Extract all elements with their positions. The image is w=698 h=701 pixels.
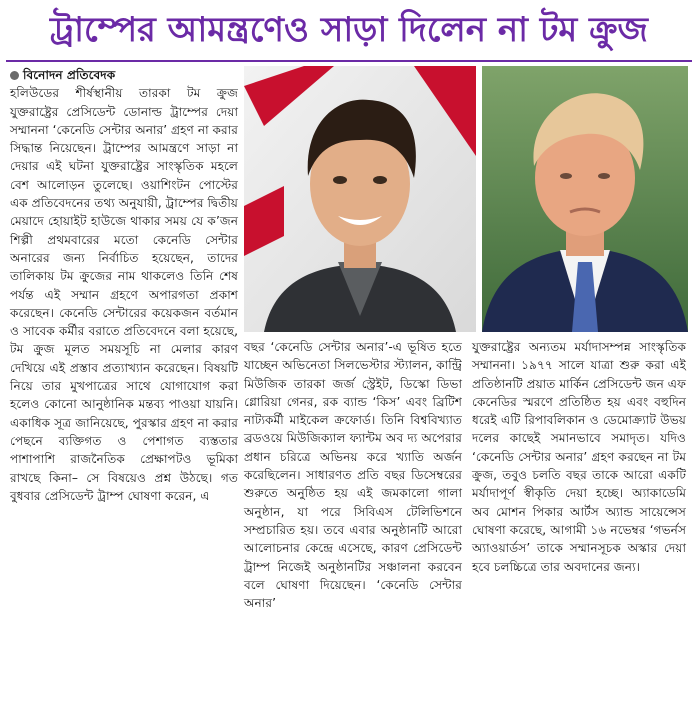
article-column-3 — [472, 338, 686, 576]
article-text-2: বছর ‘কেনেডি সেন্টার অনার’-এ ভূষিত হতে যাচ্ছেন অভিনেতা সিলভেস্টার স্ট্যালন, কান্ট্রি মিউজিক তারকা জর্জ স্ট্রেইট, ডিস্কো ডিভা গ্লোরিয়া গেনর, রক ব্যান্ড ‘কিস’ এবং ব্রিটিশ নাট্যকর্মী মাইকেল ক্রফোর্ড। তিনি বিশ্ববিখ্যাত ব্রডওয়ে মিউজিক্যাল ফ্যান্টম অব দ্য অপেরার প্রধান চরিত্রে অভিনয় করে খ্যাতি অর্জন করেছিলেন। সাধারণত প্রতি বছর ডিসেম্বরের শুরুতে অনুষ্ঠিত হয় এই জমকালো গালা অনুষ্ঠান, যা পরে সিবিএস টেলিভিশনে সম্প্রচারিত হয়। তবে এবার অনুষ্ঠানটি আরো আলোচনার কেন্দ্রে এসেছে, কারণ প্রেসিডেন্ট ট্রাম্প নিজেই অনুষ্ঠানটির সঞ্চালনা করবেন বলে ঘোষণা দিয়েছেন। ‘কেনেডি সেন্টার অনার’ — [244, 340, 462, 611]
article-text-3: যুক্তরাষ্ট্রের অন্যতম মর্যাদাসম্পন্ন সাংস্কৃতিক সম্মাননা। ১৯৭৭ সালে যাত্রা শুরু করা এই প্রতিষ্ঠানটি প্রয়াত মার্কিন প্রেসিডেন্ট জন এফ কেনেডির স্মরণে প্রতিষ্ঠিত হয় এবং বহুদিন ধরেই এটি রিপাবলিকান ও ডেমোক্র্যাট উভয় দলের কাছেই সমানভাবে সমাদৃত। যদিও ‘কেনেডি সেন্টার অনার’ গ্রহণ করছেন না টম ক্রুজ, তবুও চলতি বছর তাকে আরো একটি মর্যাদাপূর্ণ স্বীকৃতি দেয়া হচ্ছে। অ্যাকাডেমি অব মোশন পিকার আর্টস অ্যান্ড সায়েন্সেস ঘোষণা করেছে, আগামী ১৬ নভেম্বর ‘গভর্নস অ্যাওয়ার্ডস’ তাকে সম্মানসূচক অস্কার দেয়া হবে চলচ্চিত্রে তার অবদানের জন্য। — [472, 340, 686, 574]
portrait-tom-cruise-image — [244, 66, 476, 332]
portrait-trump-image — [482, 66, 688, 332]
photo-donald-trump — [482, 66, 688, 332]
article-text-1: হলিউডের শীর্ষস্থানীয় তারকা টম ক্রুজ যুক্তরাষ্ট্রের প্রেসিডেন্ট ডোনাল্ড ট্রাম্পের দেয়া সম্মাননা ‘কেনেডি সেন্টার অনার’ গ্রহণ না করার সিদ্ধান্ত নিয়েছেন। ট্রাম্পের আমন্ত্রণে সাড়া না দেয়ার এই ঘটনা যুক্তরাষ্ট্রের সাংস্কৃতিক মহলে বেশ আলোড়ন তুলেছে। ওয়াশিংটন পোস্টের এক প্রতিবেদনের তথ্য অনুযায়ী, ট্রাম্পের দ্বিতীয় মেয়াদে হোয়াইট হাউজে থাকার সময় যে ক’জন শিল্পী প্রথমবারের মতো কেনেডি সেন্টার অনারের জন্য নির্বাচিত হয়েছেন, তাদের তালিকায় টম ক্রুজের নাম থাকলেও তিনি শেষ পর্যন্ত এই সম্মান গ্রহণে অপারগতা প্রকাশ করেছেন। কেনেডি সেন্টারের কয়েকজন বর্তমান ও সাবেক কর্মীর বরাতে প্রতিবেদনে বলা হয়েছে, টম ক্রুজ মূলত সময়সূচি না মেলার কারণ দেখিয়ে এই প্রস্তাব প্রত্যাখ্যান করেছেন। বিষয়টি নিয়ে তার মুখপাত্রের সাথে যোগাযোগ করা হলেও কোনো আনুষ্ঠানিক মন্তব্য পাওয়া যায়নি। একাধিক সূত্র জানিয়েছে, পুরস্কার গ্রহণ না করার পেছনে ব্যক্তিগত ও পেশাগত ব্যস্ততার পাশাপাশি রাজনৈতিক প্রেক্ষাপটও ভূমিকা রাখছে কিনা– সে বিষয়েও প্রশ্ন উঠছে। গত বুধবার প্রেসিডেন্ট ট্রাম্প ঘোষণা করেন, এ — [10, 86, 238, 503]
headline-rule — [6, 60, 692, 62]
bullet-icon — [10, 71, 19, 80]
article-column-1 — [10, 66, 238, 505]
photo-tom-cruise — [244, 66, 476, 332]
byline — [10, 66, 238, 84]
byline-text: বিনোদন প্রতিবেদক — [23, 68, 116, 82]
headline: ট্রাম্পের আমন্ত্রণেও সাড়া দিলেন না টম ক্রুজ — [50, 10, 648, 50]
article-column-2 — [244, 338, 462, 612]
